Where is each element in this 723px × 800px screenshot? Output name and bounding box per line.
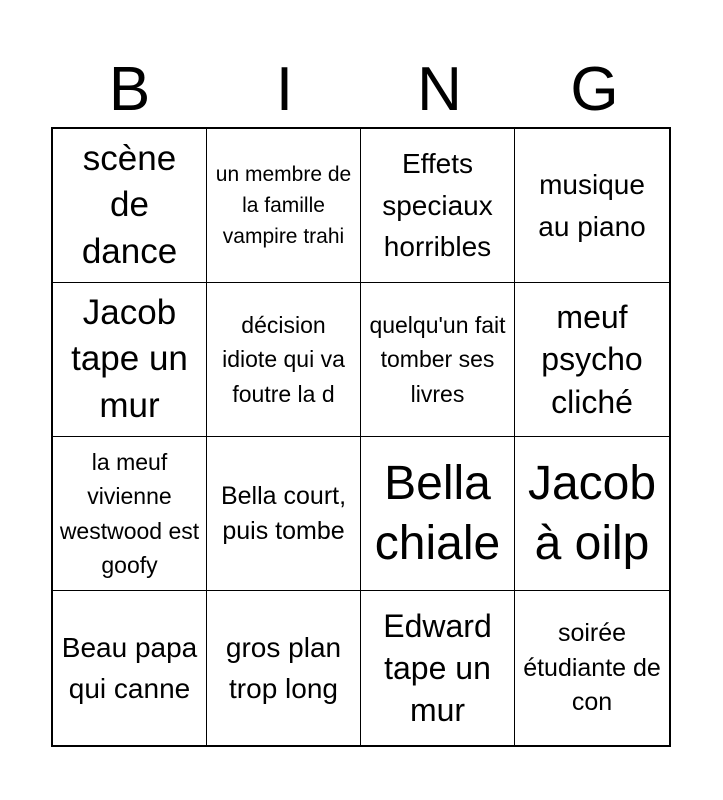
cell-text: quelqu'un fait tomber ses livres <box>369 312 506 407</box>
bingo-cell[interactable] <box>515 437 669 591</box>
cell-text: la meuf vivienne westwood est goofy <box>59 448 200 578</box>
bingo-cell[interactable] <box>53 437 207 591</box>
bingo-header <box>52 52 672 128</box>
bingo-cell[interactable] <box>361 437 515 591</box>
bingo-cell[interactable] <box>361 591 515 745</box>
bingo-cell[interactable] <box>361 129 515 283</box>
cell-text: Effets speciaux horribles <box>382 148 493 263</box>
cell-text: Bella chiale <box>374 456 501 570</box>
bingo-board <box>51 127 671 747</box>
bingo-cell[interactable] <box>515 129 669 283</box>
cell-text: décision idiote qui va foutre la d <box>222 312 345 407</box>
bingo-cell[interactable] <box>207 591 361 745</box>
cell-text: Bella court, puis tombe <box>220 482 347 545</box>
bingo-cell[interactable] <box>53 283 207 437</box>
cell-text: Edward tape un mur <box>383 607 492 729</box>
header-letter-b: B <box>108 55 151 124</box>
header-letter-n: N <box>417 55 462 124</box>
bingo-cell[interactable] <box>207 283 361 437</box>
cell-text: meuf psycho cliché <box>541 299 643 420</box>
bingo-cell[interactable] <box>207 437 361 591</box>
bingo-cell[interactable] <box>515 591 669 745</box>
bingo-cell[interactable] <box>207 129 361 283</box>
cell-text: Jacob tape un mur <box>71 293 188 425</box>
header-letter-g: G <box>570 55 619 124</box>
cell-text: gros plan trop long <box>225 631 342 704</box>
bingo-cell[interactable] <box>361 283 515 437</box>
header-letter-i: I <box>275 55 294 124</box>
bingo-cell[interactable] <box>53 129 207 283</box>
cell-text: soirée étudiante de con <box>523 619 661 717</box>
cell-text: Beau papa qui canne <box>61 631 198 704</box>
cell-text: un membre de la famille vampire trahi <box>215 162 352 249</box>
cell-text: scène de dance <box>81 139 178 271</box>
bingo-cell[interactable] <box>515 283 669 437</box>
cell-text: musique au piano <box>538 169 646 242</box>
cell-text: Jacob à oilp <box>527 456 657 570</box>
bingo-cell[interactable] <box>53 591 207 745</box>
